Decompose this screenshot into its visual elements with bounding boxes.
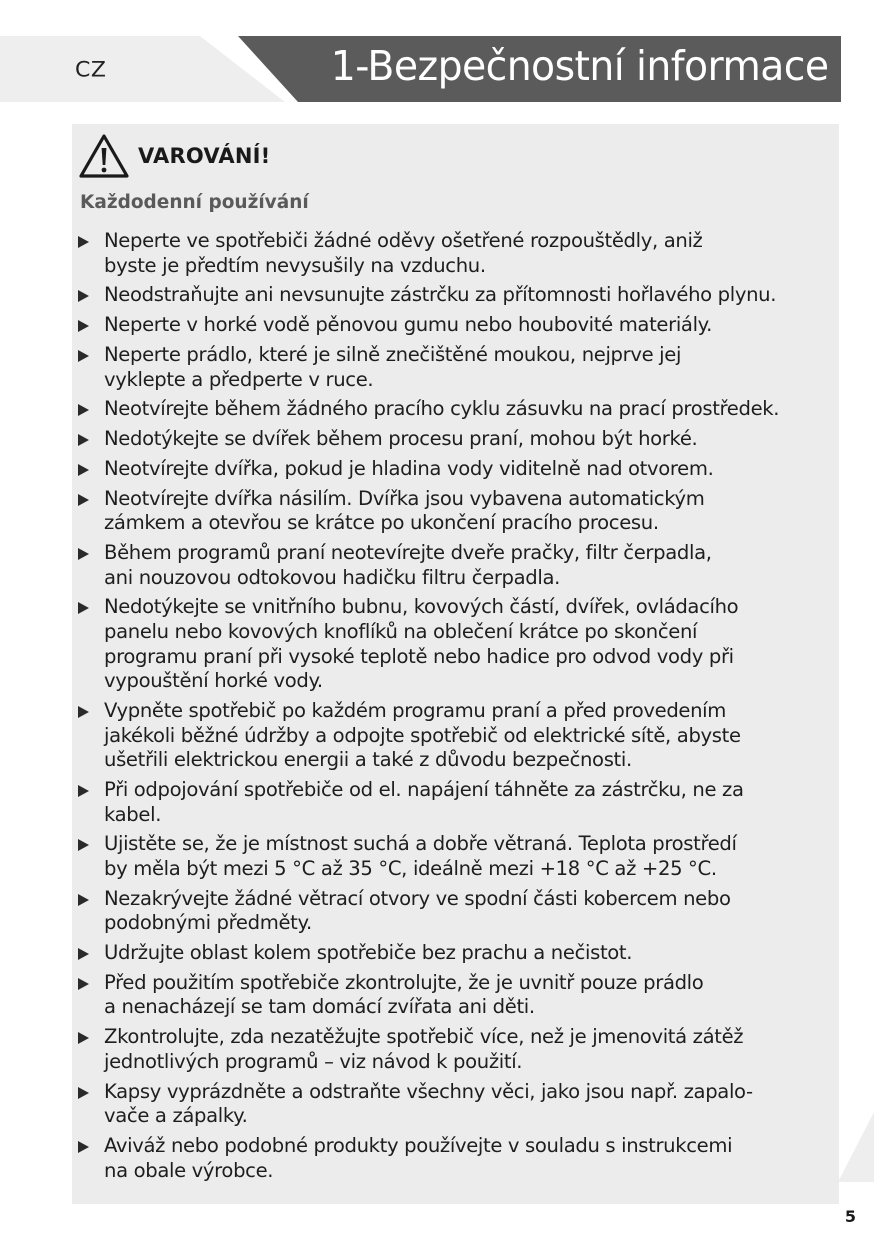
warning-label: VAROVÁNÍ! (138, 144, 271, 168)
bullet-arrow-icon (78, 948, 89, 960)
list-item: Neodstraňujte ani nevsunujte zástrčku za přítomnosti hořlavého plynu. (76, 283, 836, 308)
list-item: Neperte prádlo, které je silně znečištěné moukou, nejprve jej vyklepte a předperte v ruce. (76, 343, 836, 392)
list-item: Neperte v horké vodě pěnovou gumu nebo houbovité materiály. (76, 313, 836, 338)
list-item: Před použitím spotřebiče zkontrolujte, že je uvnitř pouze prádlo a nenacházejí se tam domácí zvířata ani děti. (76, 971, 836, 1020)
language-label: CZ (75, 58, 107, 83)
list-item: Zkontrolujte, zda nezatěžujte spotřebič více, než je jmenovitá zátěž jednotlivých programů – viz návod k použití. (76, 1025, 836, 1074)
bullet-arrow-icon (78, 602, 89, 614)
list-item: Aviváž nebo podobné produkty používejte v souladu s instrukcemi na obale výrobce. (76, 1134, 836, 1183)
bullet-arrow-icon (78, 1141, 89, 1153)
bullet-arrow-icon (78, 290, 89, 302)
warning-header (78, 132, 270, 180)
bullet-arrow-icon (78, 894, 89, 906)
language-tab (0, 36, 285, 102)
section-heading: Každodenní používání (80, 192, 309, 213)
list-item: Během programů praní neotevírejte dveře pračky, filtr čerpadla, ani nouzovou odtokovou hadičku filtru čerpadla. (76, 541, 836, 590)
list-item: Neotvírejte dvířka, pokud je hladina vody viditelně nad otvorem. (76, 457, 836, 482)
list-item: Neotvírejte dvířka násilím. Dvířka jsou vybavena automatickým zámkem a otevřou se krátce po ukončení pracího procesu. (76, 487, 836, 536)
bullet-arrow-icon (78, 494, 89, 506)
page-corner-decoration (838, 1112, 874, 1182)
list-item: Vypněte spotřebič po každém programu praní a před provedením jakékoli běžné údržby a odpojte spotřebič od elektrické sítě, abyste ušetřili elektrickou energii a také z důvodu bezpečnosti. (76, 699, 836, 773)
list-item: Nezakrývejte žádné větrací otvory ve spodní části kobercem nebo podobnými předměty. (76, 887, 836, 936)
bullet-arrow-icon (78, 978, 89, 990)
warning-triangle-icon (78, 133, 130, 179)
bullet-arrow-icon (78, 1032, 89, 1044)
bullet-arrow-icon (78, 434, 89, 446)
bullet-arrow-icon (78, 320, 89, 332)
list-item: Nedotýkejte se vnitřního bubnu, kovových částí, dvířek, ovládacího panelu nebo kovových knoflíků na oblečení krátce po skončení programu praní při vysoké teplotě nebo hadice pro odvod vody při vypouštění horké vody. (76, 595, 836, 693)
bullet-arrow-icon (78, 839, 89, 851)
bullet-arrow-icon (78, 464, 89, 476)
bullet-arrow-icon (78, 785, 89, 797)
bullet-arrow-icon (78, 404, 89, 416)
list-item: Ujistěte se, že je místnost suchá a dobře větraná. Teplota prostředí by měla být mezi 5 °C až 35 °C, ideálně mezi +18 °C až +25 °C. (76, 832, 836, 881)
list-item: Při odpojování spotřebiče od el. napájení táhněte za zástrčku, ne za kabel. (76, 778, 836, 827)
list-item: Nedotýkejte se dvířek během procesu praní, mohou být horké. (76, 427, 836, 452)
list-item: Neperte ve spotřebiči žádné oděvy ošetřené rozpouštědly, aniž byste je předtím nevysušily na vzduchu. (76, 229, 836, 278)
bullet-arrow-icon (78, 1087, 89, 1099)
safety-list (76, 229, 836, 1188)
bullet-arrow-icon (78, 706, 89, 718)
page-number: 5 (844, 1207, 856, 1226)
list-item: Udržujte oblast kolem spotřebiče bez prachu a nečistot. (76, 941, 836, 966)
page-title: 1-Bezpečnostní informace (330, 42, 828, 90)
list-item: Kapsy vyprázdněte a odstraňte všechny věci, jako jsou např. zapalo- vače a zápalky. (76, 1080, 836, 1129)
bullet-arrow-icon (78, 548, 89, 560)
bullet-arrow-icon (78, 350, 89, 362)
bullet-arrow-icon (78, 236, 89, 248)
list-item: Neotvírejte během žádného pracího cyklu zásuvku na prací prostředek. (76, 397, 836, 422)
